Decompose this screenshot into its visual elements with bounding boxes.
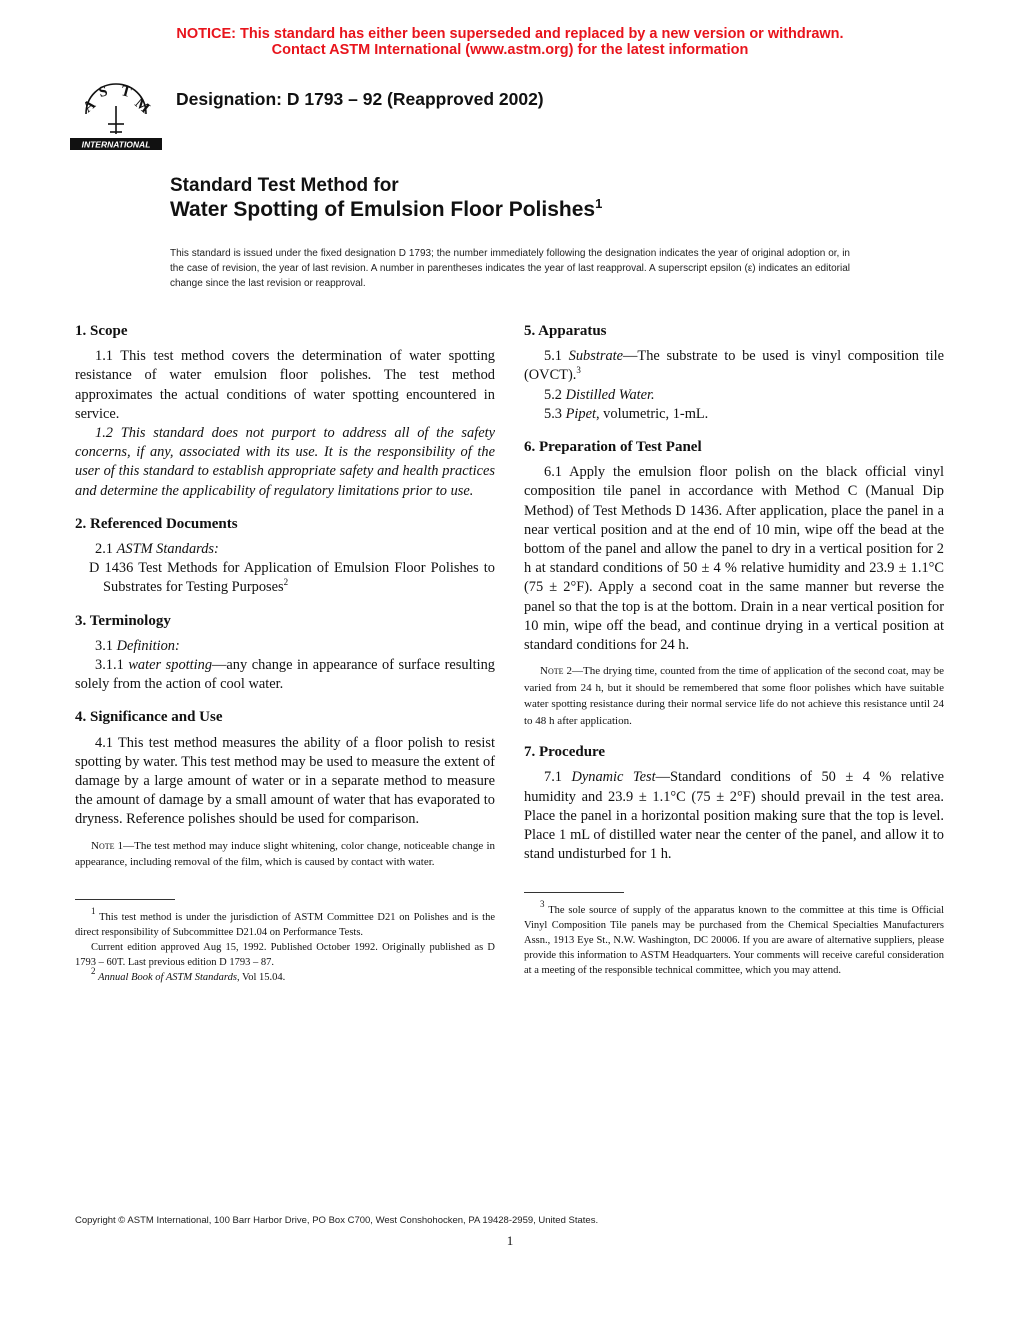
svg-text:A: A <box>80 96 99 116</box>
withdrawal-notice <box>0 26 1020 58</box>
copyright: Copyright © ASTM International, 100 Barr Harbor Drive, PO Box C700, West Conshohocken, PA 19428-2959, United States. <box>75 1215 599 1226</box>
footnote <box>524 899 945 978</box>
para-term: ASTM Standards: <box>116 541 219 558</box>
footnote: Current edition approved Aug 15, 1992. Published October 1992. Originally published as D 1793 – 60T. Last previous edition D 1793 – 87. <box>75 941 495 968</box>
para-term: Dynamic Test <box>571 769 656 786</box>
title-line-2 <box>170 198 602 222</box>
section-heading: 7. Procedure <box>524 744 606 761</box>
para-term: Distilled Water. <box>565 386 655 403</box>
referenced-document <box>75 559 495 597</box>
logo-international-text: INTERNATIONAL <box>81 139 151 150</box>
section-heading: 3. Terminology <box>75 612 171 629</box>
ref-text: D 1436 Test Methods for Application of Emulsion Floor Polishes to Substrates for Testing Purposes <box>89 560 495 596</box>
paragraph <box>75 656 495 694</box>
astm-logo <box>66 76 166 152</box>
designation: Designation: D 1793 – 92 (Reapproved 2002) <box>176 89 544 109</box>
section-heading: 5. Apparatus <box>524 323 607 339</box>
title-line-1: Standard Test Method for <box>170 175 399 196</box>
paragraph <box>524 386 944 405</box>
section-heading: 6. Preparation of Test Panel <box>524 439 702 456</box>
para-number: 5.2 <box>544 386 562 403</box>
para-text: —any change in appearance of surface resulting solely from the action of cool water. <box>75 657 495 693</box>
issued-note: This standard is issued under the fixed designation D 1793; the number immediately following the designation indicates the year of original adoption or, in the case of revision, the year of last revision. A number in parentheses indicates the year of last reapproval. A superscript epsilon (ε) indicates an editorial change since the last revision or reapproval. <box>170 248 850 289</box>
svg-text:T: T <box>119 82 133 102</box>
para-number: 2.1 <box>95 541 113 558</box>
title-text: Water Spotting of Emulsion Floor Polishes <box>170 198 596 221</box>
para-term: Pipet <box>565 405 596 422</box>
para-number: 5.1 <box>544 348 562 365</box>
footnote-mark: 1 <box>91 905 96 916</box>
footnote-mark: 3 <box>576 365 581 376</box>
footnote-mark: 2 <box>283 577 289 588</box>
note-label: Note 2 <box>540 665 573 678</box>
astm-logo-icon <box>66 76 166 152</box>
paragraph: 4.1 This test method measures the ability of a floor polish to resist spotting by water. This test method may be used to measure the extent of damage by a large amount of water or in a separate method to measure the amount of damage by a small amount of water that has evaporated to dryness. Reference polishes should be used for comparison. <box>75 734 495 828</box>
paragraph: 1.2 This standard does not purport to address all of the safety concerns, if any, associated with its use. It is the responsibility of the user of this standard to establish appropriate safety and health practices and determine the applicability of regulatory limitations prior to use. <box>75 425 495 499</box>
footnote-text: , Vol 15.04. <box>236 971 286 983</box>
paragraph: 1.1 This test method covers the determination of water spotting resistance of water emulsion floor polishes. The test method approximates the actual conditions of water spotting encountered in service. <box>75 348 495 422</box>
section-heading: 1. Scope <box>75 323 128 339</box>
para-text: —Standard conditions of 50 ± 4 % relative humidity and 23.9 ± 1.1°C (75 ± 2°F) should prevail in the test area. Place the panel in a horizontal position making sure that the top is level. Place 1 mL of distilled water near the center of the panel, and allow it to stand undisturbed for 1 h. <box>524 769 944 863</box>
paragraph <box>75 637 495 656</box>
note <box>75 838 495 871</box>
title-footnote-mark: 1 <box>595 196 603 211</box>
para-number: 7.1 <box>544 769 562 786</box>
para-text: , volumetric, 1-mL. <box>595 405 709 422</box>
notice-line-2: Contact ASTM International (www.astm.org) for the latest information <box>271 42 749 58</box>
note-label: Note 1 <box>91 839 124 852</box>
footnote-text: This test method is under the jurisdiction of ASTM Committee D21 on Polishes and is the direct responsibility of Subcommittee D21.04 on Performance Tests. <box>75 911 495 938</box>
note <box>524 663 944 729</box>
svg-text:S: S <box>97 83 110 102</box>
para-term: Substrate <box>568 348 624 365</box>
paragraph <box>524 405 944 424</box>
section-heading: 4. Significance and Use <box>75 709 223 726</box>
paragraph <box>75 540 495 559</box>
footnote-text: The sole source of supply of the apparatus known to the committee at this time is Official Vinyl Composition Tile panels may be purchased from the Chemical Specialties Manufacturers Assn., 1913 Eye St., N.W. Washington, DC 20006. If you are aware of alternative suppliers, please provide this information to ASTM Headquarters. Your comments will receive careful consideration at a meeting of the responsible technical committee, which you may attend. <box>524 905 945 977</box>
paragraph <box>524 768 944 864</box>
left-column <box>75 322 495 985</box>
para-number: 5.3 <box>544 405 562 422</box>
footnote-divider <box>524 892 624 893</box>
note-text: —The test method may induce slight whitening, color change, noticeable change in appearance, including removal of the film, which is caused by contact with water. <box>75 839 495 869</box>
footnote-mark: 2 <box>91 965 96 976</box>
paragraph: 6.1 Apply the emulsion floor polish on the black official vinyl composition tile panel in accordance with Method C (Manual Dip Method) of Test Methods D 1436. After application, place the panel in a near vertical position and at the end of 10 min, wipe off the bead at the bottom of the panel and allow the panel to dry in a vertical position for 2 h at standard conditions of 50 ± 4 % relative humidity and 23.9 ± 1.1°C (75 ± 2°F). Apply a second coat in the same manner but reverse the panel so that the top is at the bottom. Drain in a near vertical position for 10 min, wipe off the bead, and continue drying in a vertical position at standard conditions for 24 h. <box>524 464 944 654</box>
page-number: 1 <box>506 1233 514 1248</box>
footnote-divider <box>75 899 175 900</box>
notice-line-1: NOTICE: This standard has either been superseded and replaced by a new version or withdrawn. <box>176 26 844 42</box>
footnote-term: Annual Book of ASTM Standards <box>98 971 237 983</box>
para-number: 3.1.1 <box>95 657 124 674</box>
svg-text:M: M <box>131 95 153 117</box>
para-text: —The substrate to be used is vinyl composition tile (OVCT). <box>524 348 944 384</box>
section-heading: 2. Referenced Documents <box>75 515 238 532</box>
note-text: —The drying time, counted from the time of application of the second coat, may be varied from 24 h, but it should be remembered that some floor polishes which have suitable water spotting resistance during their normal service life do not achieve this resistance until 24 to 48 h after application. <box>524 665 945 727</box>
footnote <box>75 905 495 940</box>
footnote <box>75 965 495 985</box>
para-number: 3.1 <box>95 637 113 654</box>
para-term: water spotting <box>128 657 213 674</box>
para-term: Definition: <box>116 637 180 654</box>
right-column <box>524 322 944 978</box>
footnote-mark: 3 <box>540 899 545 910</box>
paragraph <box>524 347 944 385</box>
